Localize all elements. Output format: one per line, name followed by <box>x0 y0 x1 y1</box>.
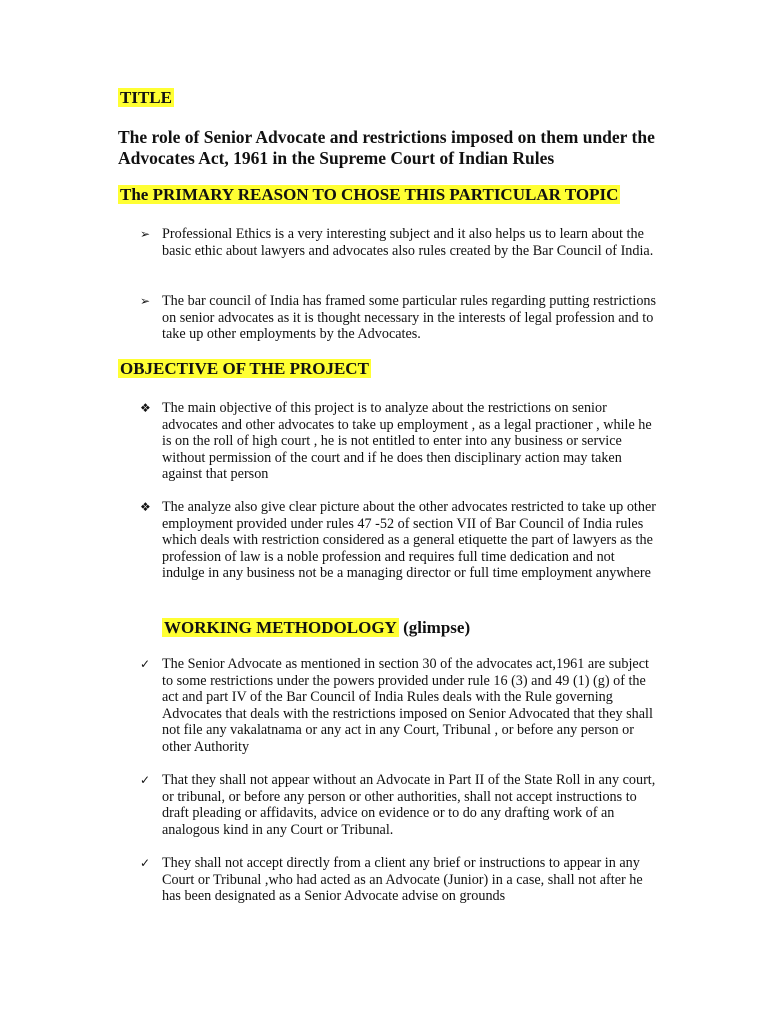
objective-item-1 <box>140 400 660 483</box>
method-item-text: That they shall not appear without an Advocate in Part II of the State Roll in any court, or tribunal, or before any person or other authorities, shall not accept instructions to draft pleading or affidavits, advice on evidence or to do any drafting work of an analogous kind in any Court or Tribunal. <box>162 772 656 838</box>
heading-methodology-text: WORKING METHODOLOGY <box>164 618 397 637</box>
heading-objective <box>118 358 371 380</box>
reason-item-text: Professional Ethics is a very interesting subject and it also helps us to learn about the basic ethic about lawyers and advocates also rules created by the Bar Council of India. <box>162 226 654 259</box>
document-subtitle: The role of Senior Advocate and restrictions imposed on them under the Advocates Act, 1961 in the Supreme Court of Indian Rules <box>118 127 655 168</box>
method-item-2 <box>140 772 660 838</box>
objective-item-2 <box>140 499 660 582</box>
heading-title-text: TITLE <box>120 88 172 107</box>
heading-primary-reason-text: The PRIMARY REASON TO CHOSE THIS PARTICULAR TOPIC <box>120 185 619 204</box>
reason-item-2 <box>140 293 660 343</box>
diamond-bullet-icon: ❖ <box>140 500 151 514</box>
arrow-bullet-icon: ➢ <box>140 294 151 308</box>
method-item-text: They shall not accept directly from a client any brief or instructions to appear in any Court or Tribunal ,who had acted as an Advocate (Junior) in a case, shall not after he has been designated as a Senior Advocate advise on grounds <box>162 855 643 904</box>
objective-item-text: The analyze also give clear picture about the other advocates restricted to take up other employment provided under rules 47 -52 of section VII of Bar Council of India rules which deals with restriction considered as a general etiquette the part of lawyers as the profession of law is a noble profession and requires full time dedication and not indulge in any business not be a managing director or full time employment anywhere <box>162 499 656 581</box>
method-item-text: The Senior Advocate as mentioned in section 30 of the advocates act,1961 are subject to some restrictions under the powers provided under rule 16 (3) and 49 (1) (g) of the act and part IV of the Bar Council of India Rules deals with the Rule governing Advocates that deals with the restrictions imposed on Senior Advocated that they shall not file any vakalatnama or any act in any Court, Tribunal , or before any person or other Authority <box>162 656 653 755</box>
heading-methodology <box>162 617 470 639</box>
checkmark-bullet-icon: ✓ <box>140 773 151 787</box>
checkmark-bullet-icon: ✓ <box>140 856 151 870</box>
heading-methodology-suffix: (glimpse) <box>398 618 471 637</box>
reason-item-1 <box>140 226 660 259</box>
arrow-bullet-icon: ➢ <box>140 227 151 241</box>
method-item-3 <box>140 855 660 905</box>
reason-item-text: The bar council of India has framed some particular rules regarding putting restrictions on senior advocates as it is thought necessary in the interests of legal profession and to take up other employments by the Advocates. <box>162 293 657 342</box>
heading-title <box>118 87 174 109</box>
method-item-1 <box>140 656 660 755</box>
heading-objective-text: OBJECTIVE OF THE PROJECT <box>120 359 369 378</box>
heading-primary-reason <box>118 184 620 206</box>
checkmark-bullet-icon: ✓ <box>140 657 151 671</box>
diamond-bullet-icon: ❖ <box>140 401 151 415</box>
objective-item-text: The main objective of this project is to analyze about the restrictions on senior advocates and other advocates to take up employment , as a legal practioner , while he is on the roll of high court , he is not entitled to enter into any business or service without permission of the court and if he does then disciplinary action may taken against that person <box>162 400 652 482</box>
